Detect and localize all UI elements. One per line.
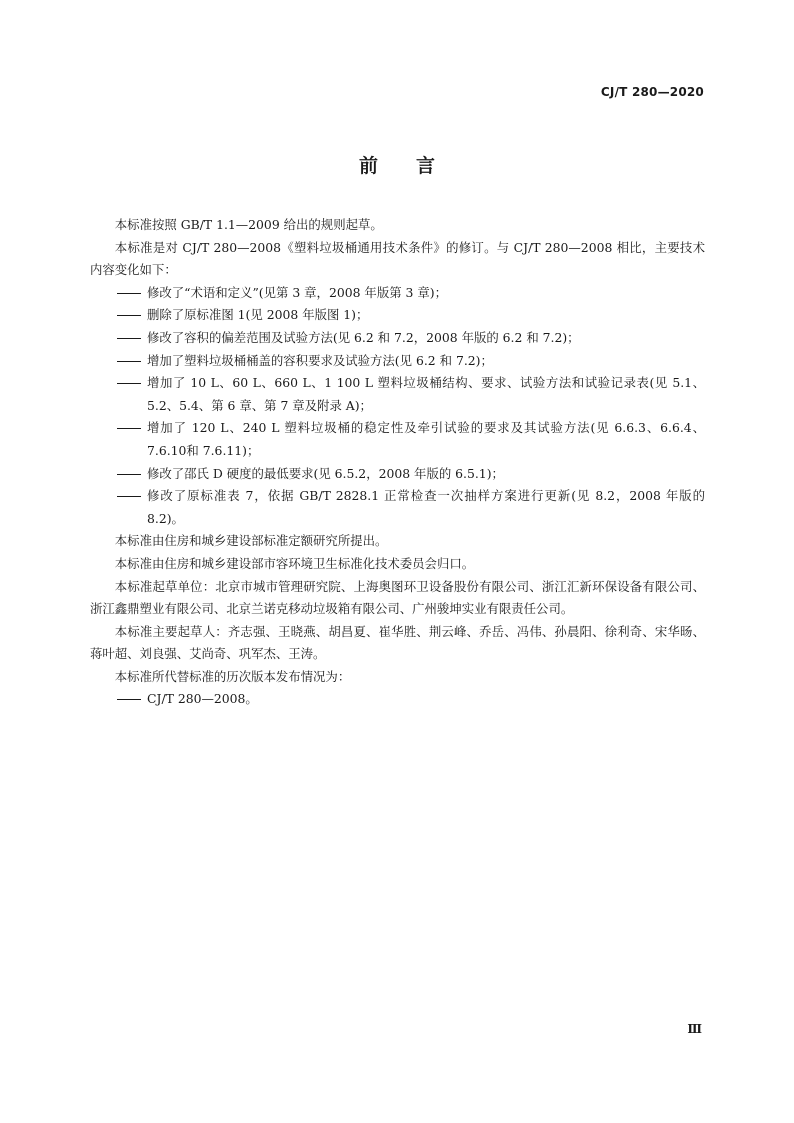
list-item [90,282,705,305]
paragraph-drafting-units: 本标准起草单位：北京市城市管理研究院、上海奥图环卫设备股份有限公司、浙江汇新环保设备有限公司、浙江鑫鼎塑业有限公司、北京兰诺克移动垃圾箱有限公司、广州骏坤实业有限责任公司。 [90,578,705,617]
list-item [90,372,705,417]
paragraph-proposer: 本标准由住房和城乡建设部标准定额研究所提出。 [114,533,388,549]
list-item-text: 修改了原标准表 7，依据 GB/T 2828.1 正常检查一次抽样方案进行更新(见 8.2，2008 年版的 8.2)。 [147,488,705,526]
paragraph-committee: 本标准由住房和城乡建设部市容环境卫生标准化技术委员会归口。 [114,555,475,571]
list-item-text: 增加了 120 L、240 L 塑料垃圾桶的稳定性及牵引试验的要求及其试验方法(见 6.6.3、6.6.4、7.6.10和 7.6.11)； [147,420,705,458]
paragraph-drafters: 本标准主要起草人：齐志强、王晓燕、胡昌夏、崔华胜、荆云峰、乔岳、冯伟、孙晨阳、徐利奇、宋华旸、蒋叶超、刘良强、艾尚奇、巩军杰、王涛。 [90,623,705,662]
list-item-text: 修改了“术语和定义”(见第 3 章，2008 年版第 3 章)； [147,284,447,300]
paragraph-revision-intro: 本标准是对 CJ/T 280—2008《塑料垃圾桶通用技术条件》的修订。与 CJ/T 280—2008 相比，主要技术内容变化如下： [90,239,705,278]
paragraph-history-intro: 本标准所代替标准的历次版本发布情况为： [114,668,351,684]
list-item [90,463,705,486]
page-title: 前言 [358,155,473,177]
list-item-text: 删除了原标准图 1(见 2008 年版图 1)； [147,307,369,323]
foreword-body [90,214,705,711]
list-item-text: 增加了 10 L、60 L、660 L、1 100 L 塑料垃圾桶结构、要求、试验方法和试验记录表(见 5.1、5.2、5.4、第 6 章、第 7 章及附录 A)； [147,375,705,413]
list-item [90,688,705,711]
list-item-text: 增加了塑料垃圾桶桶盖的容积要求及试验方法(见 6.2 和 7.2)； [147,352,493,368]
history-list [90,688,705,711]
changes-list [90,282,705,531]
paragraph-drafting-rules: 本标准按照 GB/T 1.1—2009 给出的规则起草。 [114,217,383,232]
page-number: Ⅲ [687,1022,702,1036]
list-item [90,327,705,350]
list-item [90,485,705,530]
list-item [90,350,705,373]
standard-number: CJ/T 280—2020 [600,85,704,99]
list-item-text: CJ/T 280—2008。 [147,691,258,707]
list-item-text: 修改了邵氏 D 硬度的最低要求(见 6.5.2，2008 年版的 6.5.1)； [147,465,504,481]
list-item [90,417,705,462]
list-item [90,304,705,327]
list-item-text: 修改了容积的偏差范围及试验方法(见 6.2 和 7.2，2008 年版的 6.2 和 7.2)； [147,329,580,345]
